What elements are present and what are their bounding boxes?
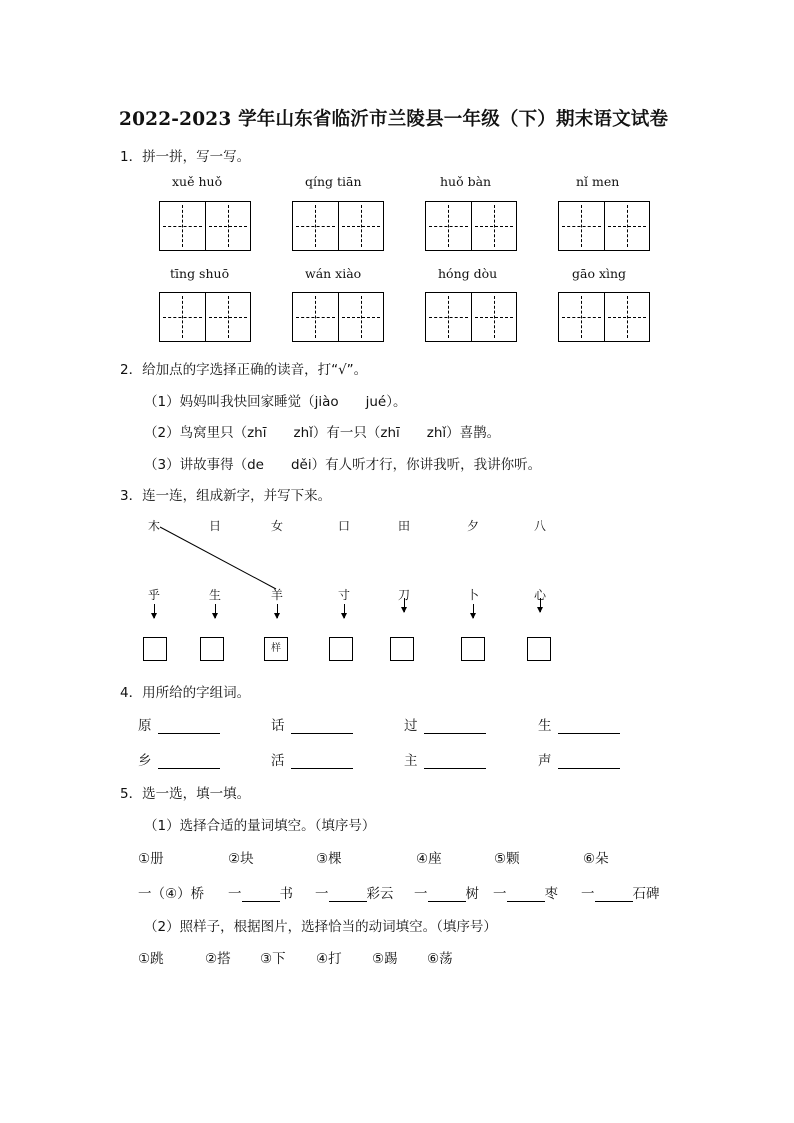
option-item: ⑥荡	[427, 951, 453, 967]
fill-noun: 枣	[544, 886, 558, 902]
answer-blank[interactable]	[424, 754, 486, 769]
word-char: 活	[271, 753, 285, 769]
option-item: ④座	[416, 851, 442, 867]
word-item[interactable]	[271, 714, 353, 734]
sub-question-1: （1）选择合适的量词填空。（填序号）	[144, 818, 376, 834]
bottom-char[interactable]: 卜	[467, 588, 480, 602]
fill-noun: 石碑	[632, 886, 660, 902]
pinyin-label: huǒ bàn	[440, 174, 492, 189]
option-item: ①跳	[138, 951, 164, 967]
word-char: 乡	[138, 753, 152, 769]
pinyin-label: wán xiào	[305, 266, 362, 281]
answer-box[interactable]	[200, 637, 224, 661]
word-item[interactable]	[404, 749, 486, 769]
answer-blank[interactable]	[291, 719, 353, 734]
word-char: 主	[404, 753, 418, 769]
top-char[interactable]: 八	[534, 519, 547, 533]
word-item[interactable]	[538, 749, 620, 769]
down-arrow-icon	[344, 604, 346, 618]
pinyin-label: nǐ men	[576, 174, 620, 189]
question-3-heading: 3．连一连，组成新字，并写下来。	[120, 488, 332, 504]
option-item: ①册	[138, 851, 164, 867]
fill-example: 一（④）桥	[138, 886, 205, 902]
pinyin-label: tīng shuō	[170, 266, 230, 281]
answer-box[interactable]	[329, 637, 353, 661]
top-char[interactable]: 口	[338, 519, 351, 533]
word-item[interactable]	[538, 714, 620, 734]
word-item[interactable]	[138, 714, 220, 734]
top-char[interactable]: 田	[398, 519, 411, 533]
word-char: 话	[271, 718, 285, 734]
fill-prefix: 一	[414, 886, 428, 902]
answer-blank[interactable]	[242, 888, 280, 902]
option-item: ⑤颗	[494, 851, 520, 867]
question-2-line: （1）妈妈叫我快回家睡觉（jiào jué）。	[144, 394, 407, 410]
word-item[interactable]	[404, 714, 486, 734]
bottom-char[interactable]: 心	[534, 588, 547, 602]
fill-item[interactable]	[581, 882, 660, 902]
pinyin-label: gāo xìng	[572, 266, 627, 281]
top-char[interactable]: 夕	[467, 519, 480, 533]
option-item: ⑤踢	[372, 951, 398, 967]
fill-noun: 树	[465, 886, 479, 902]
fill-item[interactable]	[414, 882, 479, 902]
page-title: 2022-2023 学年山东省临沂市兰陵县一年级（下）期末语文试卷	[119, 109, 669, 130]
bottom-char[interactable]: 乎	[148, 588, 161, 602]
bottom-char[interactable]: 寸	[338, 588, 351, 602]
down-arrow-icon	[404, 598, 406, 612]
top-char[interactable]: 女	[271, 519, 284, 533]
word-char: 原	[138, 718, 152, 734]
down-arrow-icon	[154, 604, 156, 618]
answer-blank[interactable]	[428, 888, 466, 902]
top-char[interactable]: 木	[148, 519, 161, 533]
question-5-heading: 5．选一选，填一填。	[120, 786, 251, 802]
answer-blank[interactable]	[158, 719, 220, 734]
answer-box[interactable]	[527, 637, 551, 661]
answer-box[interactable]	[143, 637, 167, 661]
option-item: ②块	[228, 851, 254, 867]
word-char: 过	[404, 718, 418, 734]
fill-prefix: 一	[581, 886, 595, 902]
word-char: 生	[538, 718, 552, 734]
option-item: ③下	[260, 951, 286, 967]
word-char: 声	[538, 753, 552, 769]
fill-prefix: 一	[493, 886, 507, 902]
pinyin-label: hóng dòu	[438, 266, 498, 281]
word-item[interactable]	[138, 749, 220, 769]
pinyin-label: qíng tiān	[305, 174, 362, 189]
question-4-heading: 4．用所给的字组词。	[120, 685, 251, 701]
fill-item[interactable]	[228, 882, 293, 902]
answer-blank[interactable]	[424, 719, 486, 734]
answer-blank[interactable]	[507, 888, 545, 902]
bottom-char[interactable]: 生	[209, 588, 222, 602]
answer-blank[interactable]	[558, 719, 620, 734]
sub-question-2: （2）照样子，根据图片，选择恰当的动词填空。（填序号）	[144, 919, 497, 935]
word-item[interactable]	[271, 749, 353, 769]
bottom-char[interactable]: 刀	[398, 588, 411, 602]
down-arrow-icon	[215, 604, 217, 618]
down-arrow-icon	[473, 604, 475, 618]
option-item: ⑥朵	[583, 851, 609, 867]
fill-prefix: 一	[315, 886, 329, 902]
question-2-heading: 2．给加点的字选择正确的读音，打“√”。	[120, 362, 368, 378]
answer-box[interactable]	[461, 637, 485, 661]
question-2-line: （3）讲故事得（de děi）有人听才行，你讲我听，我讲你听。	[144, 457, 542, 473]
answer-blank[interactable]	[558, 754, 620, 769]
option-item: ③棵	[316, 851, 342, 867]
pinyin-label: xuě huǒ	[172, 174, 223, 189]
answer-blank[interactable]	[291, 754, 353, 769]
bottom-char[interactable]: 羊	[271, 588, 284, 602]
down-arrow-icon	[540, 598, 542, 612]
fill-noun: 书	[279, 886, 293, 902]
question-1-heading: 1．拼一拼，写一写。	[120, 149, 251, 165]
fill-prefix: 一	[228, 886, 242, 902]
answer-box[interactable]: 样	[264, 637, 288, 661]
fill-item[interactable]	[315, 882, 394, 902]
answer-blank[interactable]	[329, 888, 367, 902]
question-2-line: （2）鸟窝里只（zhī zhǐ）有一只（zhī zhǐ）喜鹊。	[144, 425, 501, 441]
down-arrow-icon	[277, 604, 279, 618]
answer-blank[interactable]	[158, 754, 220, 769]
answer-box[interactable]	[390, 637, 414, 661]
option-item: ②搭	[205, 951, 231, 967]
answer-blank[interactable]	[595, 888, 633, 902]
fill-item[interactable]	[493, 882, 558, 902]
fill-noun: 彩云	[366, 886, 394, 902]
option-item: ④打	[316, 951, 342, 967]
top-char[interactable]: 日	[209, 519, 222, 533]
